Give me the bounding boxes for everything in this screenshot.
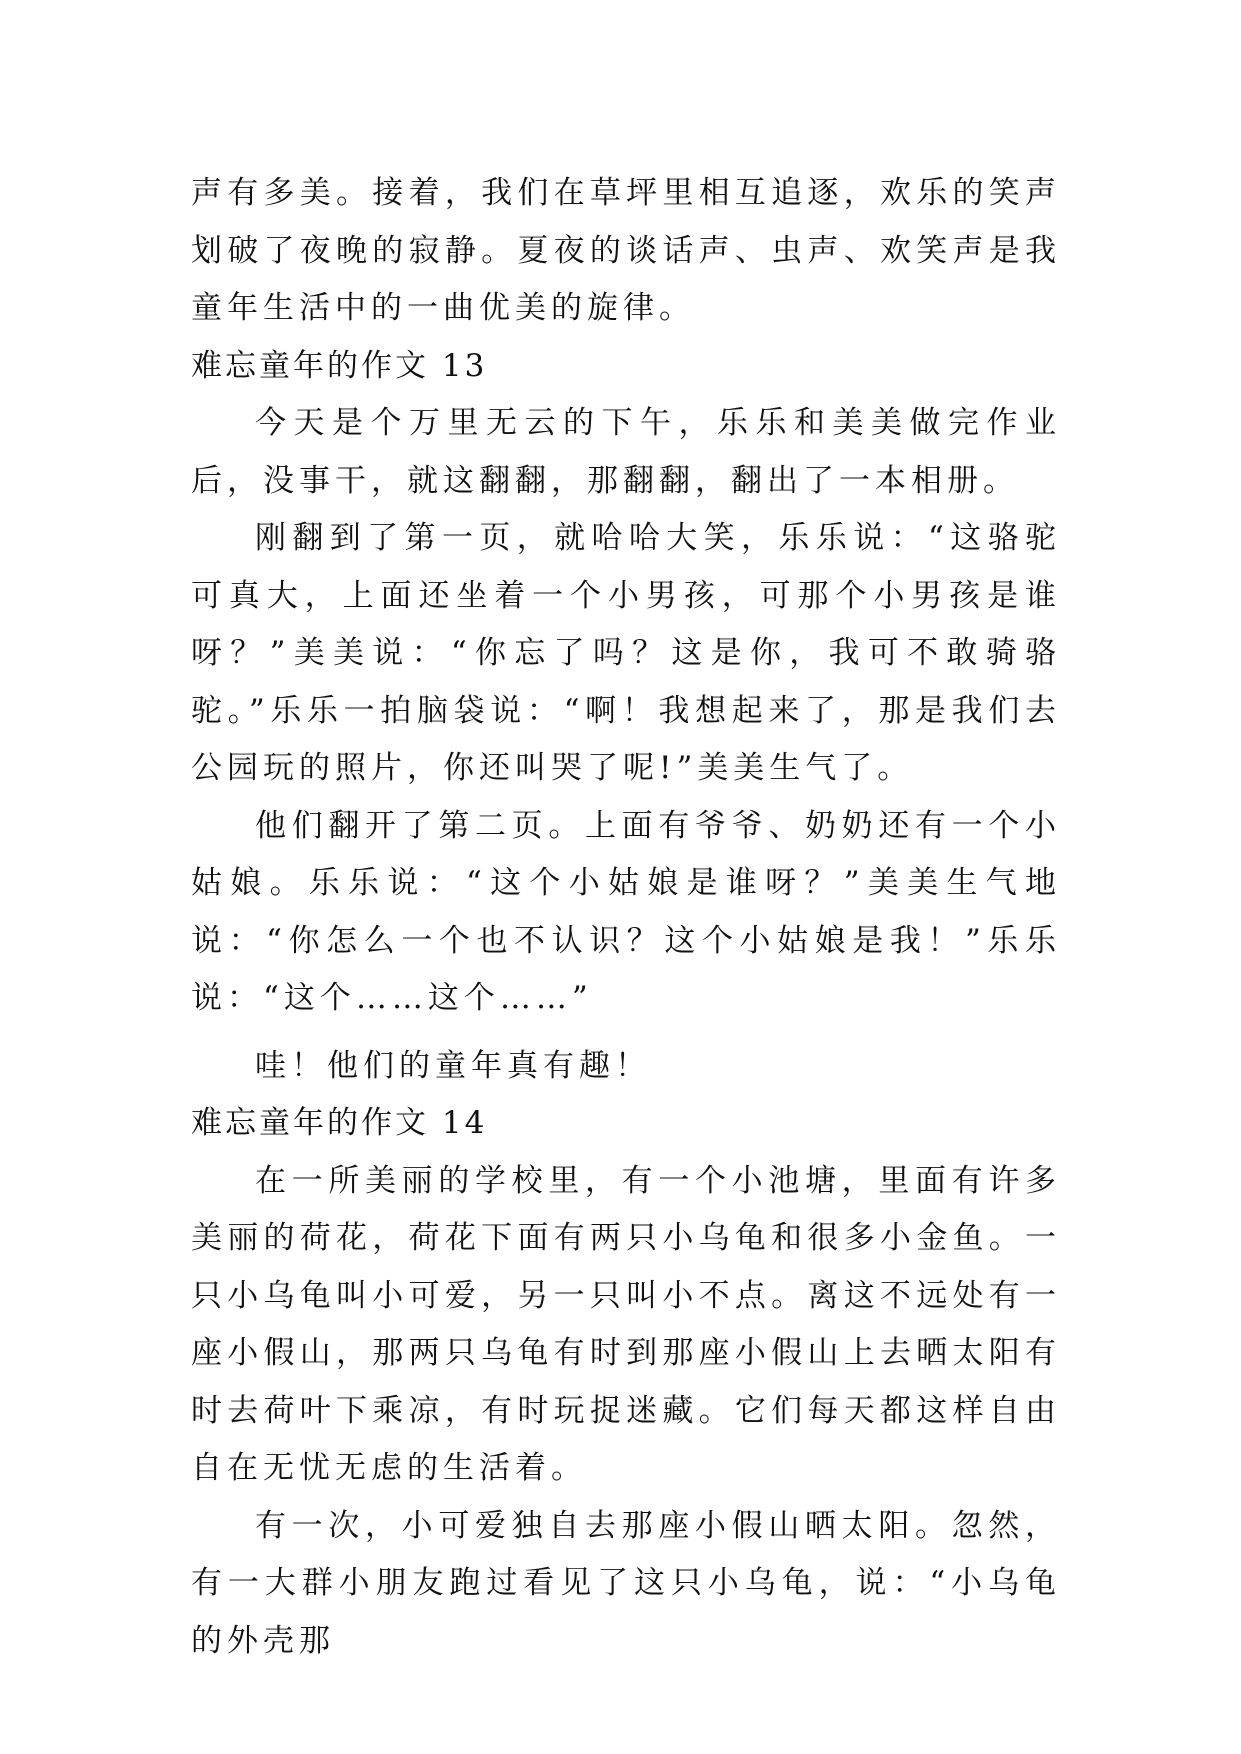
essay-14-paragraph: 有一次，小可爱独自去那座小假山晒太阳。忽然，有一大群小朋友跑过看见了这只小乌龟，说：“小乌龟的外壳那 bbox=[191, 1507, 1061, 1659]
essay-13-paragraph: 哇！他们的童年真有趣！ bbox=[255, 1047, 651, 1084]
essay-13-paragraph: 今天是个万里无云的下午，乐乐和美美做完作业后，没事干，就这翻翻，那翻翻，翻出了一本相册。 bbox=[191, 405, 1061, 499]
continued-paragraph: 声有多美。接着，我们在草坪里相互追逐，欢乐的笑声划破了夜晚的寂静。夏夜的谈话声、虫声、欢笑声是我童年生活中的一曲优美的旋律。 bbox=[191, 175, 1061, 326]
essay-13-paragraph: 刚翻到了第一页，就哈哈大笑，乐乐说：“这骆驼可真大，上面还坐着一个小男孩，可那个小男孩是谁呀？”美美说：“你忘了吗？这是你，我可不敢骑骆驼。”乐乐一拍脑袋说：“啊！我想起来了，那是我们去公园玩的照片，你还叫哭了呢!”美美生气了。 bbox=[191, 520, 1061, 786]
essay-14-title: 难忘童年的作文 14 bbox=[191, 1105, 488, 1141]
essay-13-paragraph: 他们翻开了第二页。上面有爷爷、奶奶还有一个小姑娘。乐乐说：“这个小姑娘是谁呀？”美美生气地说：“你怎么一个也不认识？这个小姑娘是我！”乐乐说：“这个……这个……” bbox=[191, 807, 1061, 1016]
document-page bbox=[191, 165, 1061, 1670]
essay-13-title: 难忘童年的作文 13 bbox=[191, 347, 488, 384]
essay-14-paragraph: 在一所美丽的学校里，有一个小池塘，里面有许多美丽的荷花，荷花下面有两只小乌龟和很多小金鱼。一只小乌龟叫小可爱，另一只叫小不点。离这不远处有一座小假山，那两只乌龟有时到那座小假山上去晒太阳有时去荷叶下乘凉，有时玩捉迷藏。它们每天都这样自由自在无忧无虑的生活着。 bbox=[191, 1162, 1061, 1486]
